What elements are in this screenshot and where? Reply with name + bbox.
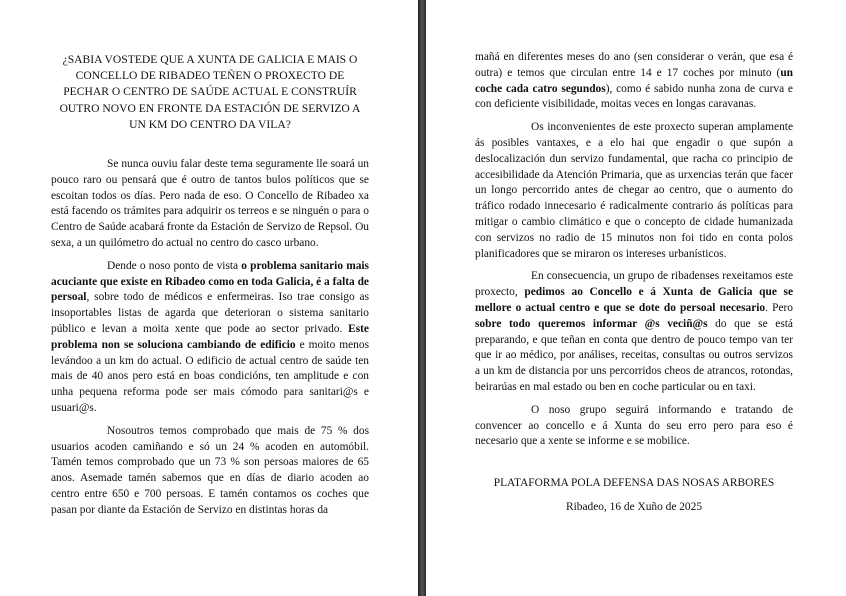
text-run: Dende o noso ponto de vista xyxy=(107,259,242,272)
page-gutter xyxy=(418,0,426,596)
bold-text-run: sobre todo queremos informar @s veciñ@s xyxy=(475,317,708,330)
bold-text-run: pedimos ao Concello e á Xunta de Galicia que se mellore o actual centro e que se dote do persoal necesario xyxy=(475,286,794,314)
paragraph-intro: Se nunca ouviu falar deste tema seguramente lle soará un pouco raro ou pensará que é outro de tantos bulos políticos que se escoitan todos os días. Pero nada de eso. O Concello de Ribadeo xa está facendo os trámites para adquirir os terreos e se ninguén o para o Centro de Saúde acabará fronte da Estación de Servizo de Repsol. Ou sexa, a un quilómetro do actual no centro do casco urbano. xyxy=(51,158,369,249)
text-run: do que se está preparando, e que teñan en conta que dentro de pouco tempo van ter que ir ao médico, por análises, receitas, consultas ou outros servizos a un km de distancia por uns percorridos cheos de atrancos, rotondas, beirarúas en mal estado ou ben en coche particular ou en taxi. xyxy=(475,317,793,393)
paragraph-closing: O noso grupo seguirá informando e tratando de convencer ao concello e á Xunta do seu erro pero para eso é necesario que a xente se informe e se mobilice. xyxy=(475,403,793,448)
text-run: ), como é sabido nunha zona de curva e con deficiente visibilidade, moitas veces en longas caravanas. xyxy=(475,82,793,111)
document-page-right xyxy=(426,0,846,596)
paragraph-inconvenients: Os inconvenientes de este proxecto superan amplamente ás posibles vantaxes, e a elo hai que engadir o que supón a deslocalización dun servizo fundamental, que racha co principio de accesibilidade da Atención Primaria, que as urxencias terán que facer un longo percorrido antes de chegar ao centro, que o aumento do tráfico rodado innecesario é radicalmente contrario ás políticas para mitigar o cambio climático e que o concepto de cidade humanizada con servizos no radio de 15 minutos non foi tido en conta polos planificadores que se miraron os intereses urbanísticos. xyxy=(475,121,793,260)
bold-text-run: un coche cada catro segundos xyxy=(475,66,793,95)
paragraph-statistics: Nosoutros temos comprobado que mais de 75 % dos usuarios acoden camiñando e só un 24 % acoden en automóbil. Tamén temos comprobado que un 73 % son persoas maiores de 65 anos. Asemade tamén sabemos que en días de diario acoden ao centro entre 650 e 700 persoas. E tamén contamos os coches que pasan por diante da Estación de Servizo en distintas horas da xyxy=(51,424,369,516)
document-page-left xyxy=(0,0,418,596)
page-left-content xyxy=(51,52,369,526)
signature-organization: PLATAFORMA POLA DEFENSA DAS NOSAS ARBORES xyxy=(493,477,775,490)
signature-date: Ribadeo, 16 de Xuño de 2025 xyxy=(565,500,703,513)
text-run: e moito menos levándoo a un km do actual. O edificio de actual centro de saúde ten mais de 40 anos pero está en boas condicións, ten amplitude e con unha pequena reforma pode ser mais cómodo para sanitari@s e usuari@s. xyxy=(51,338,369,414)
text-run: En consecuencia, un grupo de ribadenses rexeitamos este proxecto, xyxy=(475,270,793,299)
page-right-content xyxy=(475,50,793,516)
text-run: , sobre todo de médicos e enfermeiras. Iso trae consigo as insoportables listas de agarda que deterioran o sistema sanitario público e levan a moita xente que pode ao sector privado. xyxy=(51,291,369,335)
document-title: ¿SABIA VOSTEDE QUE A XUNTA DE GALICIA E MAIS O CONCELLO DE RIBADEO TEÑEN O PROXECTO DE PECHAR O CENTRO DE SAÚDE ACTUAL E CONSTRUÍR OUTRO NOVO EN FRONTE DA ESTACIÓN DE SERVIZO A UN KM DO CENTRO DA VILA? xyxy=(59,53,361,131)
text-run: mañá en diferentes meses do ano (sen considerar o verán, que esa é outra) e temos que circulan entre 14 e 17 coches por minuto ( xyxy=(475,51,793,79)
paragraph-traffic xyxy=(475,50,793,113)
text-run: . Pero xyxy=(765,301,793,314)
paragraph-problem xyxy=(51,259,369,417)
paragraph-demands xyxy=(475,269,793,395)
bold-text-run: Este problema non se soluciona cambiando de edificio xyxy=(51,322,369,351)
bold-text-run: o problema sanitario mais acuciante que existe en Ribadeo como en toda Galicia, é a falta de persoal xyxy=(51,259,369,304)
